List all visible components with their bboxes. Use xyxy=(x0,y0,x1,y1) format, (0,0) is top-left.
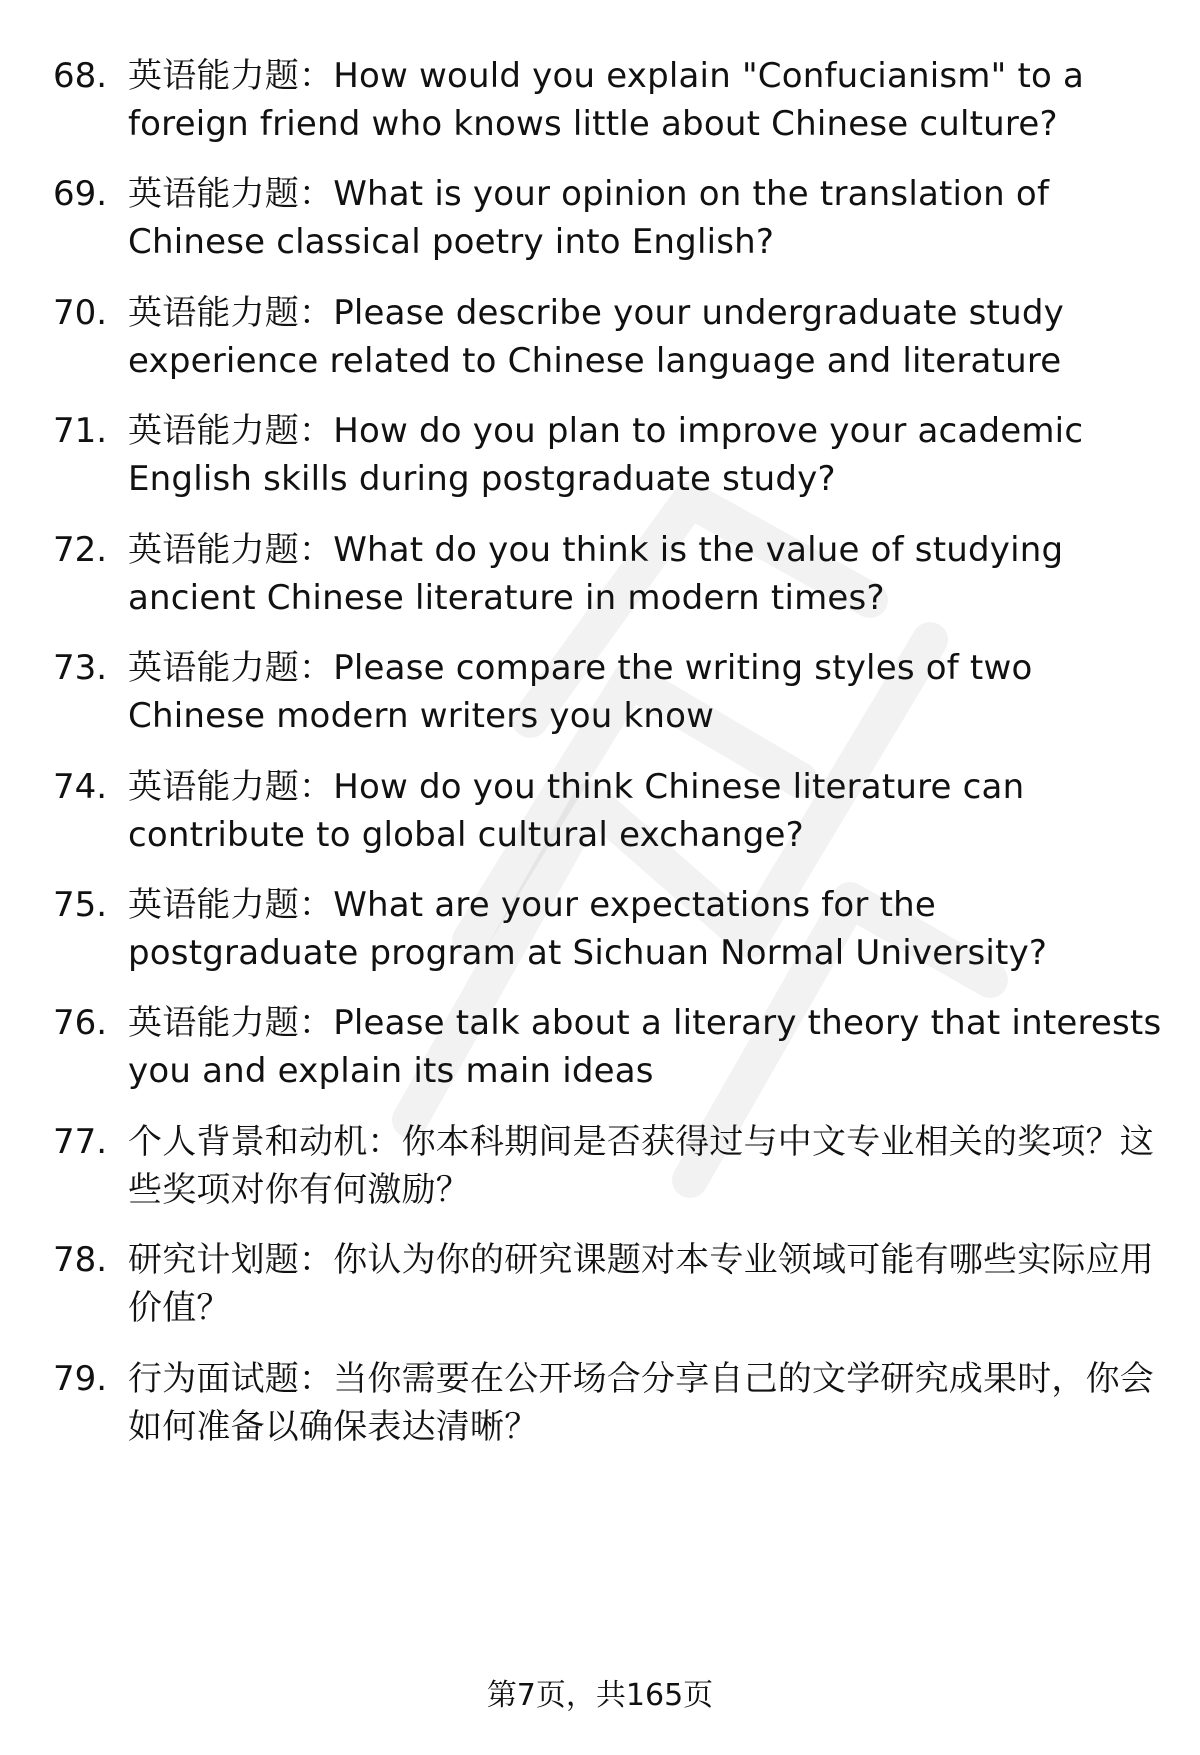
question-text: 英语能力题：Please talk about a literary theory that interests you and explain its main ideas xyxy=(128,1003,1162,1091)
question-item xyxy=(53,526,1163,622)
question-text: 个人背景和动机：你本科期间是否获得过与中文专业相关的奖项？这些奖项对你有何激励？ xyxy=(128,1122,1154,1210)
question-text: 行为面试题：当你需要在公开场合分享自己的文学研究成果时，你会如何准备以确保表达清晰？ xyxy=(128,1359,1154,1447)
question-number: 76. xyxy=(53,1003,108,1043)
question-text: 英语能力题：What do you think is the value of studying ancient Chinese literature in modern times? xyxy=(128,530,1064,618)
question-text: 英语能力题：How would you explain "Confucianism" to a foreign friend who knows little about Chinese culture? xyxy=(128,56,1085,144)
question-item xyxy=(53,763,1163,859)
question-number: 77. xyxy=(53,1122,108,1162)
question-number: 78. xyxy=(53,1240,108,1280)
question-number: 69. xyxy=(53,174,108,214)
question-item xyxy=(53,881,1163,977)
question-item xyxy=(53,407,1163,503)
question-number: 68. xyxy=(53,56,108,96)
question-text: 研究计划题：你认为你的研究课题对本专业领域可能有哪些实际应用价值？ xyxy=(128,1240,1154,1328)
question-item xyxy=(53,289,1163,385)
question-text: 英语能力题：Please compare the writing styles of two Chinese modern writers you know xyxy=(128,648,1033,736)
page-footer: 第7页，共165页 xyxy=(486,1678,714,1713)
question-item xyxy=(53,1355,1163,1451)
question-number: 70. xyxy=(53,293,108,333)
question-text: 英语能力题：How do you plan to improve your academic English skills during postgraduate study? xyxy=(128,411,1084,499)
question-item xyxy=(53,170,1163,266)
question-item xyxy=(53,644,1163,740)
question-text: 英语能力题：What is your opinion on the translation of Chinese classical poetry into English? xyxy=(128,174,1050,262)
question-text: 英语能力题：Please describe your undergraduate study experience related to Chinese language and literature xyxy=(128,293,1064,381)
question-item xyxy=(53,1118,1163,1214)
question-number: 74. xyxy=(53,767,108,807)
question-number: 79. xyxy=(53,1359,108,1399)
question-number: 73. xyxy=(53,648,108,688)
question-text: 英语能力题：How do you think Chinese literature can contribute to global cultural exchange? xyxy=(128,767,1025,855)
question-number: 75. xyxy=(53,885,108,925)
question-number: 72. xyxy=(53,530,108,570)
question-item xyxy=(53,52,1163,148)
question-number: 71. xyxy=(53,411,108,451)
question-item xyxy=(53,999,1163,1095)
question-text: 英语能力题：What are your expectations for the postgraduate program at Sichuan Normal University? xyxy=(128,885,1048,973)
question-item xyxy=(53,1236,1163,1332)
